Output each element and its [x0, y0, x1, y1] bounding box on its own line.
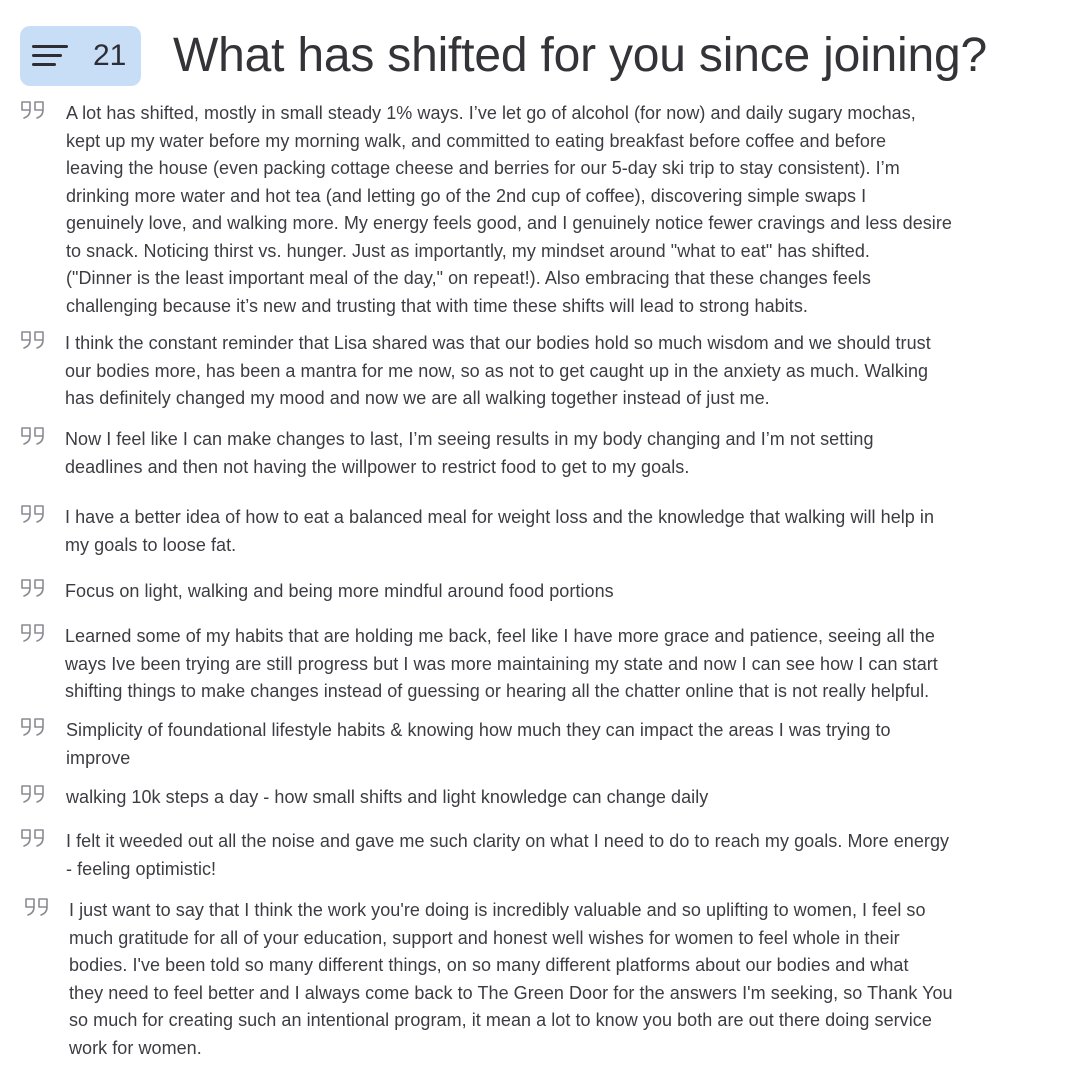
quote-icon [20, 504, 46, 524]
response-text: Focus on light, walking and being more mindful around food portions [65, 581, 614, 601]
quote-icon [20, 784, 46, 804]
response-text: I just want to say that I think the work you're doing is incredibly valuable and so uplifting to women, I feel so much gratitude for all of your education, support and honest well wishes for women to feel whole in their bodies. I've been told so many different things, on so many different platforms about our bodies and what they need to feel better and I always come back to The Green Door for the answers I'm seeking, so Thank You so much for creating such an intentional program, it mean a lot to know you both are out there doing service work for women. [69, 900, 953, 1058]
response-text: Simplicity of foundational lifestyle habits & knowing how much they can impact the areas I was trying to improve [66, 720, 891, 768]
quote-icon [20, 330, 46, 350]
quote-icon [20, 623, 46, 643]
quote-icon [24, 897, 50, 917]
page-title: What has shifted for you since joining? [173, 29, 987, 82]
quote-icon [20, 828, 46, 848]
response-text: Learned some of my habits that are holding me back, feel like I have more grace and patience, seeing all the ways Ive been trying are still progress but I was more maintaining my state and now I can see how I can start shifting things to make changes instead of guessing or hearing all the chatter online that is not really helpful. [65, 626, 938, 701]
response-count: 21 [93, 39, 127, 72]
response-text: Now I feel like I can make changes to last, I’m seeing results in my body changing and I’m not setting deadlines and then not having the willpower to restrict food to get to my goals. [65, 429, 874, 477]
quote-icon [20, 578, 46, 598]
response-text: I have a better idea of how to eat a balanced meal for weight loss and the knowledge that walking will help in my goals to loose fat. [65, 507, 935, 555]
response-text: A lot has shifted, mostly in small steady 1% ways. I’ve let go of alcohol (for now) and daily sugary mochas, kept up my water before my morning walk, and committed to eating breakfast before coffee and before leaving the house (even packing cottage cheese and berries for our 5-day ski trip to stay consistent). I’m drinking more water and hot tea (and letting go of the 2nd cup of coffee), discovering simple swaps I genuinely love, and walking more. My energy feels good, and I genuinely notice fewer cravings and less desire to snack. Noticing thirst vs. hunger. Just as importantly, my mindset around "what to eat" has shifted. ("Dinner is the least important meal of the day," on repeat!). Also embracing that these changes feels challenging because it’s new and trusting that with time these shifts will lead to strong habits. [66, 103, 952, 316]
response-text: walking 10k steps a day - how small shifts and light knowledge can change daily [66, 787, 709, 807]
quote-icon [20, 100, 46, 120]
quote-icon [20, 717, 46, 737]
quote-icon [20, 426, 46, 446]
response-text: I think the constant reminder that Lisa shared was that our bodies hold so much wisdom and we should trust our bodies more, has been a mantra for me now, so as not to get caught up in the anxiety as much. Walking has definitely changed my mood and now we are all walking together instead of just me. [65, 333, 931, 408]
response-text: I felt it weeded out all the noise and gave me such clarity on what I need to do to reach my goals. More energy - feeling optimistic! [66, 831, 950, 879]
